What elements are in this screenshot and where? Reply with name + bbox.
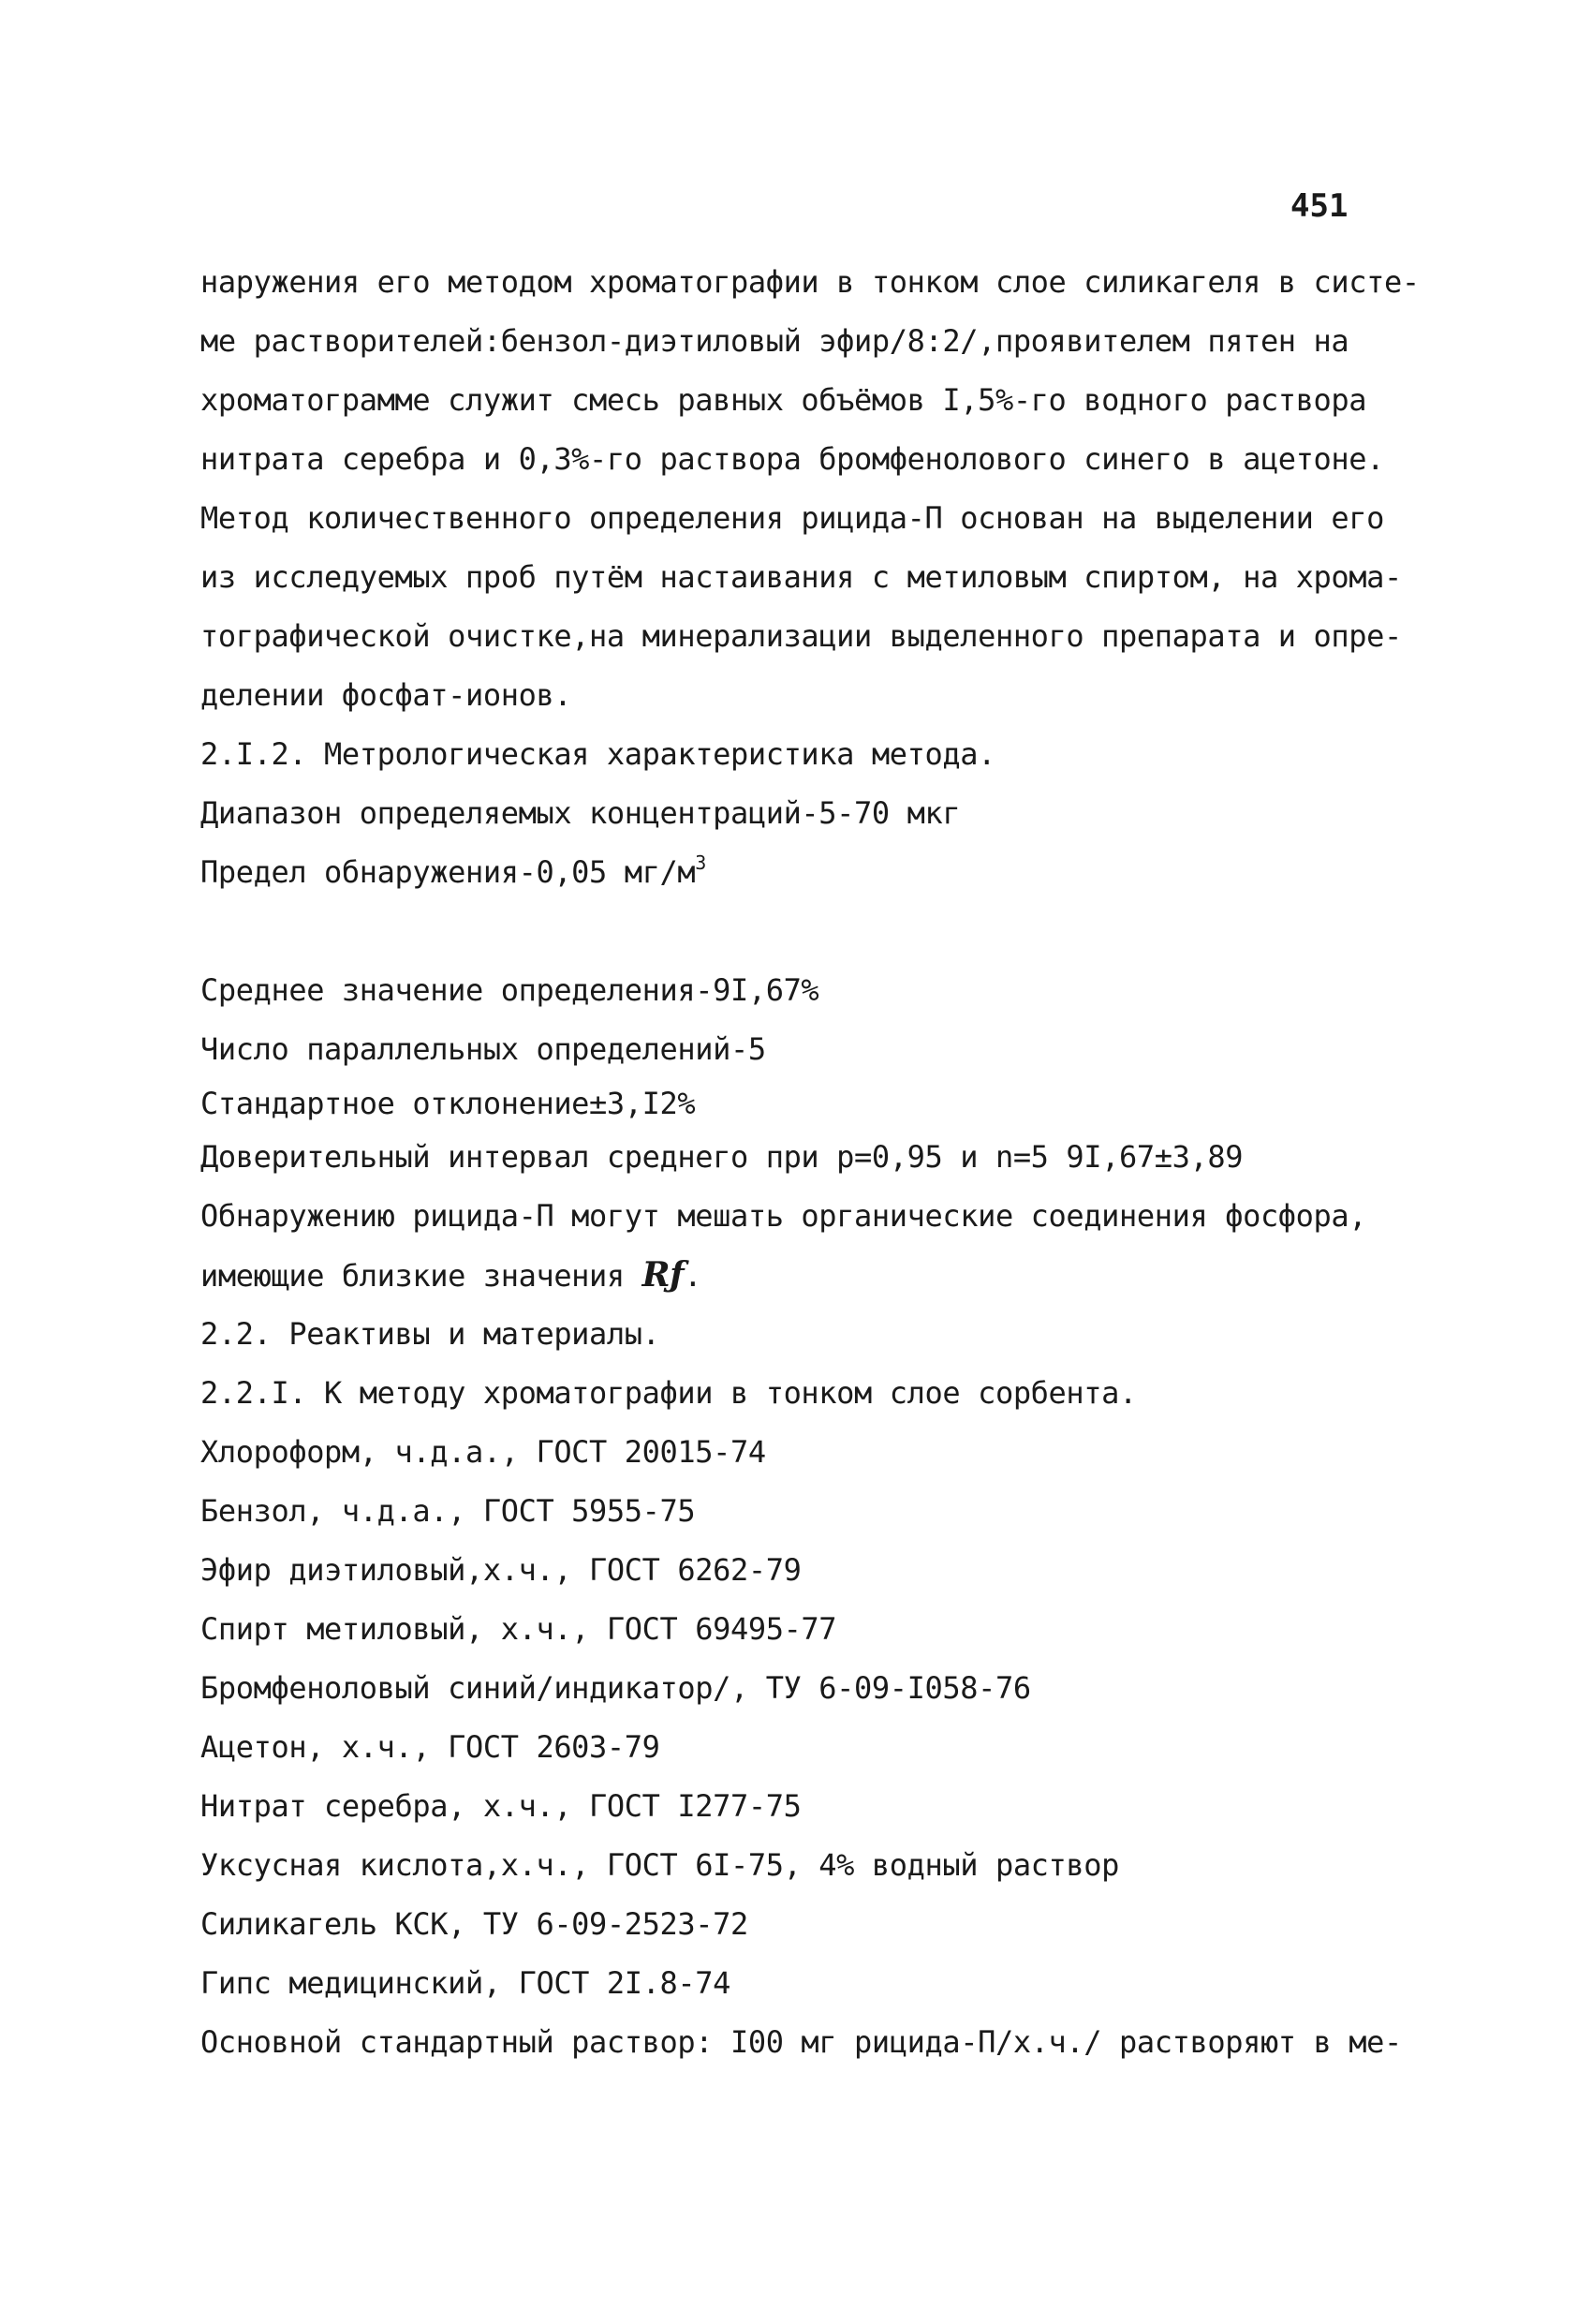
text-line: тографической очистке,на минерализации выделенного препарата и опре- <box>200 618 1402 654</box>
document-body <box>200 253 1474 2072</box>
reagent-line: Бензол, ч.д.а., ГОСТ 5955-75 <box>200 1493 696 1529</box>
rf-line-text: имеющие близкие значения <box>200 1258 642 1294</box>
text-line: Стандартное отклонение±3,I2% <box>200 1086 696 1121</box>
reagent-line: Уксусная кислота,х.ч., ГОСТ 6I-75, 4% водный раствор <box>200 1847 1120 1883</box>
text-line: из исследуемых проб путём настаивания с метиловым спиртом, на хрома- <box>200 559 1402 595</box>
rf-line <box>200 1246 1474 1305</box>
reagent-line: Спирт метиловый, х.ч., ГОСТ 69495-77 <box>200 1611 837 1647</box>
blank-line <box>200 902 1474 961</box>
reagent-line: Эфир диэтиловый,х.ч., ГОСТ 6262-79 <box>200 1552 802 1588</box>
rf-symbol: Rƒ <box>641 1255 685 1295</box>
page-number: 451 <box>1290 187 1349 225</box>
text-line: делении фосфат-ионов. <box>200 677 572 713</box>
text-line: Число параллельных определений-5 <box>200 1031 766 1067</box>
section-heading: 2.2.I. К методу хроматографии в тонком слое сорбента. <box>200 1375 1137 1411</box>
superscript: 3 <box>695 851 706 874</box>
text-line: Основной стандартный раствор: I00 мг рицида-П/х.ч./ растворяют в ме- <box>200 2024 1402 2060</box>
section-heading: 2.2. Реактивы и материалы. <box>200 1316 660 1352</box>
detection-limit-line <box>200 843 1474 902</box>
text-line: Метод количественного определения рицида-П основан на выделении его <box>200 500 1384 536</box>
text-line: наружения его методом хроматографии в тонком слое силикагеля в систе- <box>200 264 1420 300</box>
text-line: Обнаружению рицида-П могут мешать органические соединения фосфора, <box>200 1198 1367 1234</box>
text-line: Среднее значение определения-9I,67% <box>200 972 819 1008</box>
section-heading: 2.I.2. Метрологическая характеристика метода. <box>200 736 995 772</box>
reagent-line: Бромфеноловый синий/индикатор/, ТУ 6-09-I058-76 <box>200 1670 1031 1706</box>
text-line: Доверительный интервал среднего при р=0,95 и n=5 9I,67±3,89 <box>200 1139 1244 1175</box>
text-line: хроматограмме служит смесь равных объёмов I,5%-го водного раствора <box>200 382 1367 418</box>
reagent-line: Гипс медицинский, ГОСТ 2I.8-74 <box>200 1965 730 2001</box>
reagent-line: Ацетон, х.ч., ГОСТ 2603-79 <box>200 1729 660 1765</box>
rf-line-suffix: . <box>684 1258 702 1294</box>
text-line: Диапазон определяемых концентраций-5-70 мкг <box>200 795 961 831</box>
text-line: ме растворителей:бензол-диэтиловый эфир/8:2/,проявителем пятен на <box>200 323 1349 359</box>
detection-limit-text: Предел обнаружения-0,05 мг/м <box>200 854 696 890</box>
reagent-line: Силикагель КСК, ТУ 6-09-2523-72 <box>200 1906 748 1942</box>
reagent-line: Хлороформ, ч.д.а., ГОСТ 20015-74 <box>200 1434 766 1470</box>
text-line: нитрата серебра и 0,3%-го раствора бромфенолового синего в ацетоне. <box>200 441 1384 477</box>
reagent-line: Нитрат серебра, х.ч., ГОСТ I277-75 <box>200 1788 802 1824</box>
